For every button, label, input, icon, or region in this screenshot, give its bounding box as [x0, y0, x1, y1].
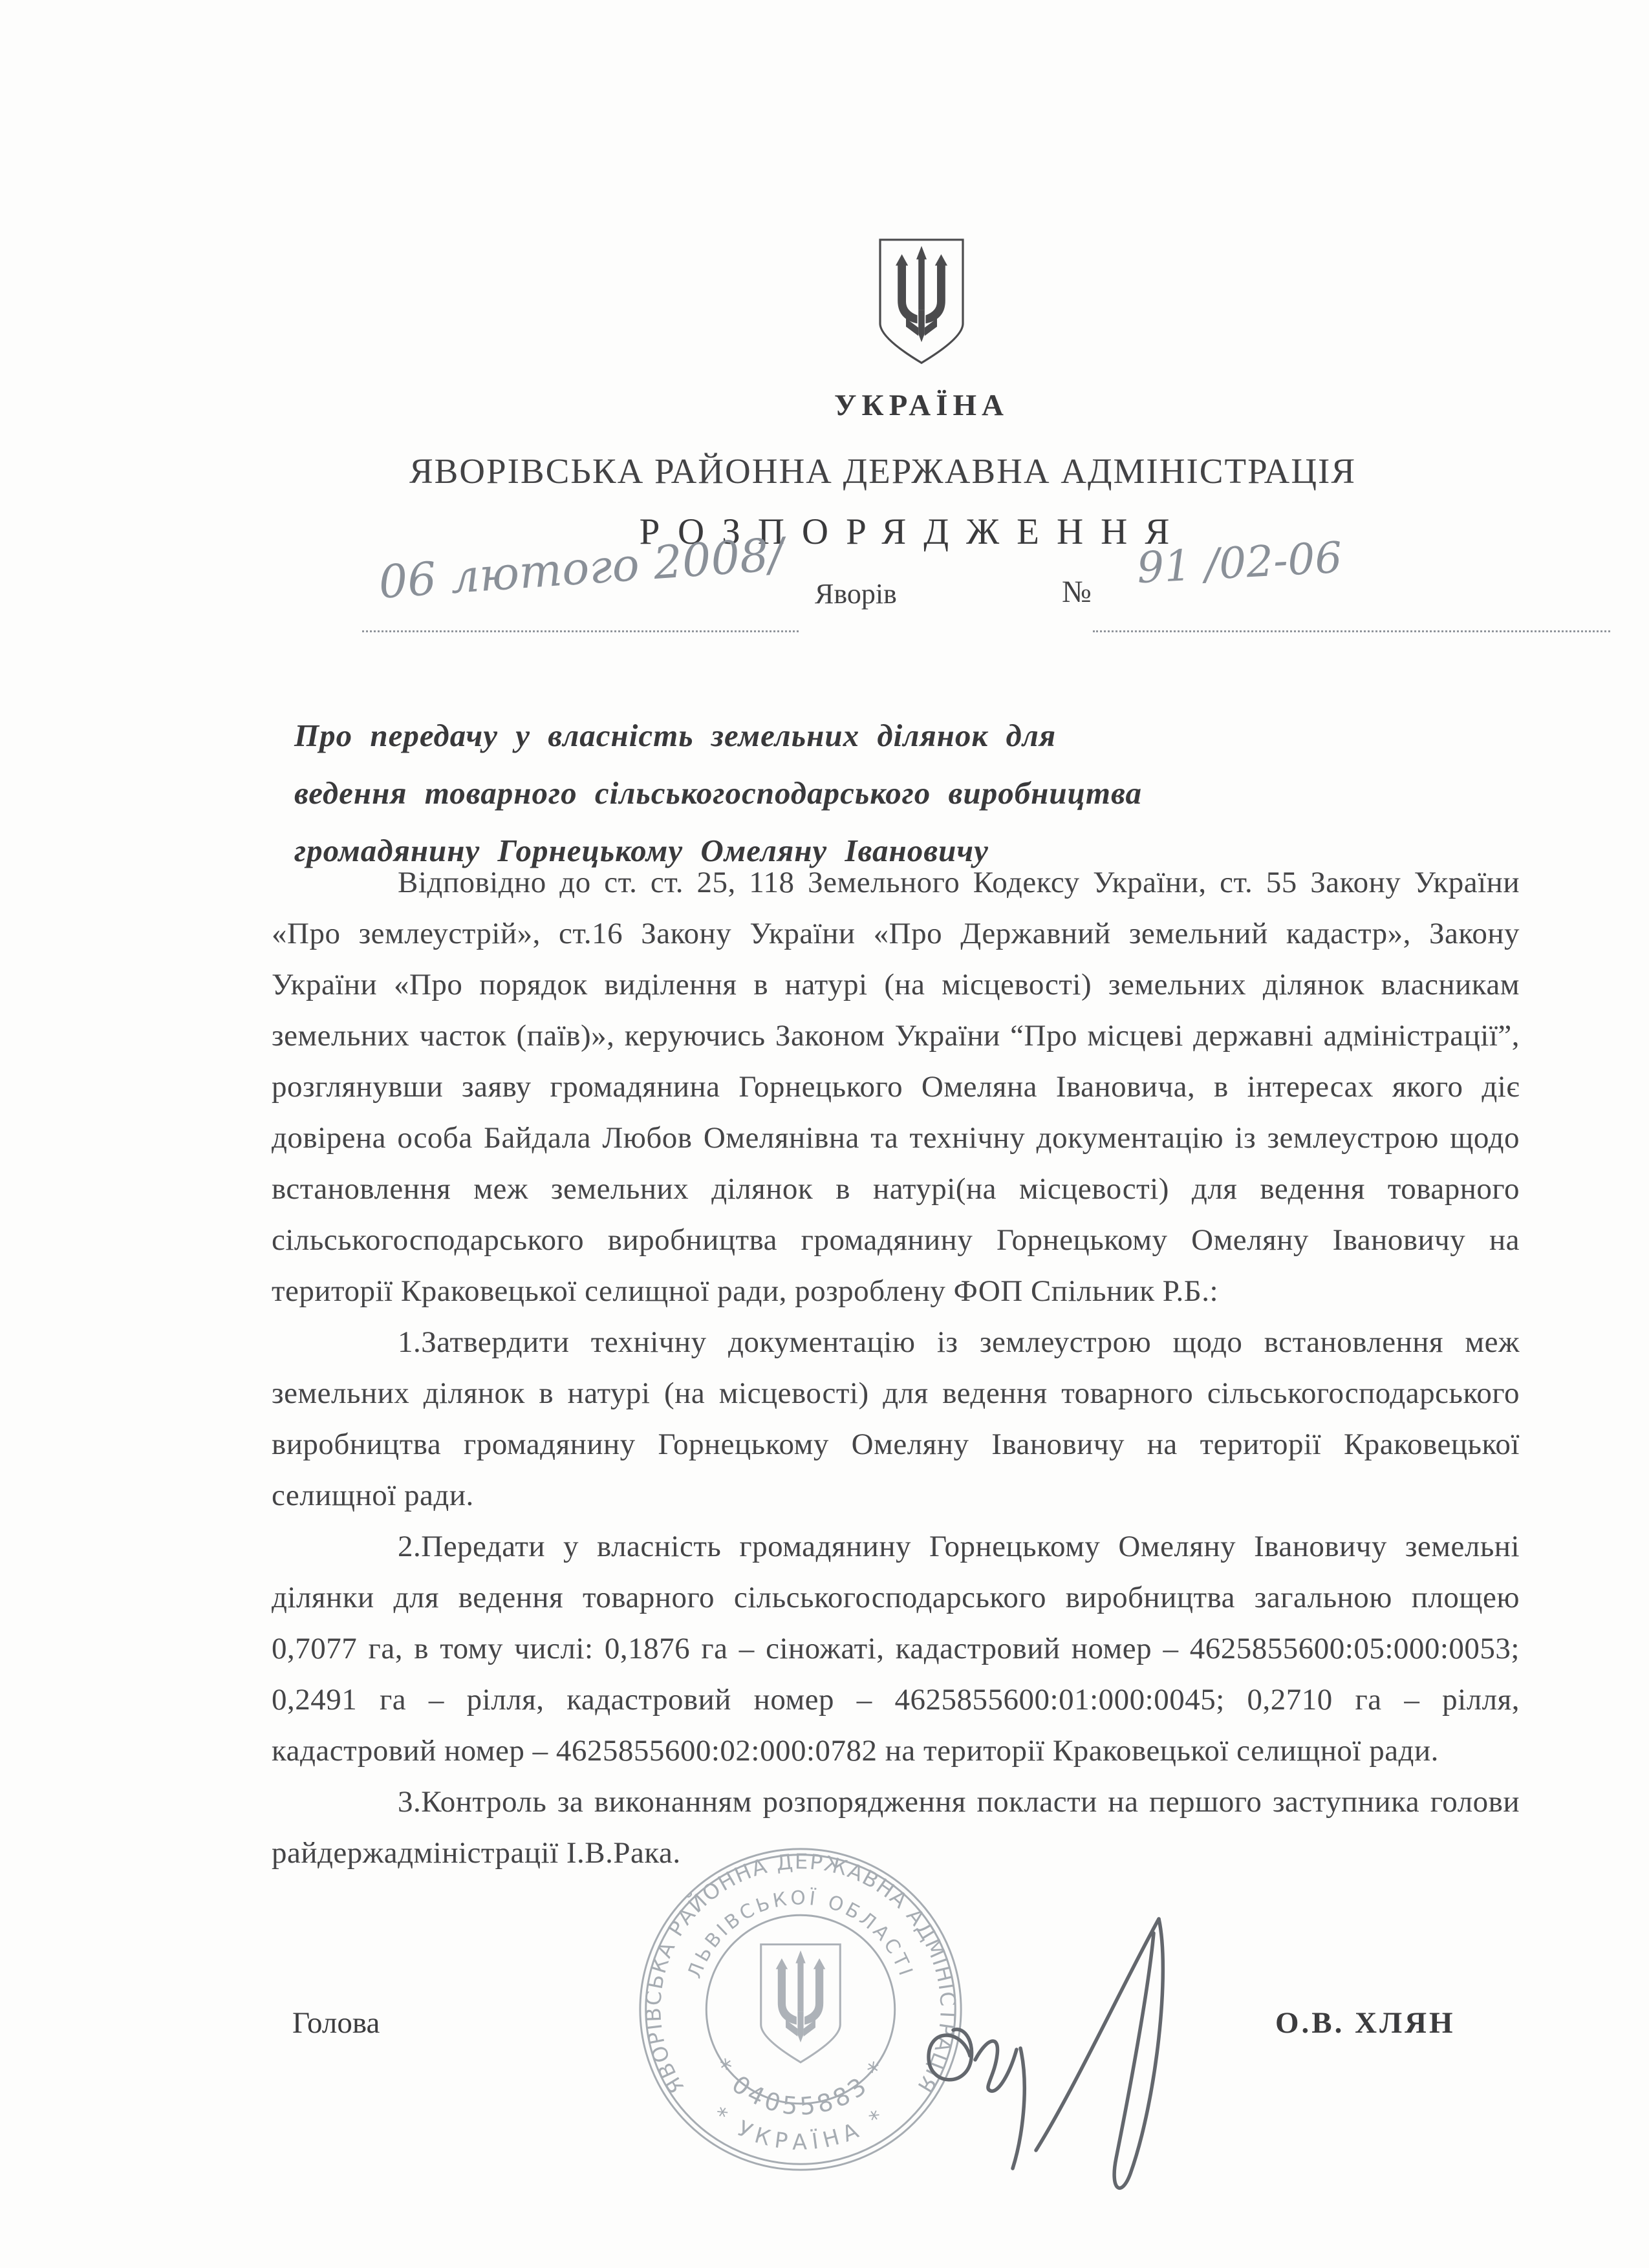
handwritten-date: 06 лютого 2008/ [376, 528, 786, 609]
body-paragraph-item-3: 3.Контроль за виконанням розпорядження покласти на першого заступника голови райдержадміністрації І.В.Рака. [272, 1785, 1520, 1870]
stamp-country-arc: * УКРАЇНА * [708, 2101, 893, 2155]
handwritten-signature [867, 1894, 1216, 2218]
place-name: Яворів [815, 578, 897, 610]
date-underline [362, 630, 799, 632]
stamp-organization-arc: ЯВОРІВСЬКА РАЙОННА ДЕРЖАВНА АДМІНІСТРАЦІЯ [641, 1849, 960, 2098]
organization-name: ЯВОРІВСЬКА РАЙОННА ДЕРЖАВНА АДМІНІСТРАЦІЯ [409, 451, 1357, 491]
handwritten-document-number: 91 /02-06 [1136, 532, 1344, 594]
document-title-line: Про передачу у власність земельних ділянок для [294, 718, 1057, 753]
signature-name: О.В. ХЛЯН [1275, 2006, 1456, 2040]
stamp-registration-code: * 04055883 * [707, 2053, 894, 2121]
document-body [272, 857, 1520, 1879]
number-underline [1093, 630, 1610, 632]
document-title-line: громадянину Горнецькому Омеляну Івановичу [294, 833, 989, 868]
country-name: УКРАЇНА [834, 389, 1009, 422]
body-paragraph-preamble: Відповідно до ст. ст. 25, 118 Земельного Кодексу України, ст. 55 Закону України «Про землеустрій», ст.16 Закону України «Про Державний земельний кадастр», Закону України «Про порядок виділення в натурі (на місцевості) земельних ділянок власникам земельних часток (паїв)», керуючись Законом України “Про місцеві державні адміністрації”, розглянувши заяву громадянина Горнецького Омеляна Івановича, в інтересах якого діє довірена особа Байдала Любов Омелянівна та технічну документацію із землеустрою щодо встановлення меж земельних ділянок в натурі(на місцевості) для ведення товарного сільськогосподарського виробництва громадянину Горнецькому Омеляну Івановичу на території Краковецької селищної ради, розроблену ФОП Спільник Р.Б.: [272, 866, 1520, 1308]
number-sign: № [1062, 575, 1092, 609]
body-paragraph-item-2: 2.Передати у власність громадянину Горнецькому Омеляну Івановичу земельні ділянки для ведення товарного сільськогосподарського виробництва загальною площею 0,7077 га, в тому числі: 0,1876 га – сіножаті, кадастровий номер – 4625855600:05:000:0053; 0,2491 га – рілля, кадастровий номер – 4625855600:01:000:0045; 0,2710 га – рілля, кадастровий номер – 4625855600:02:000:0782 на території Краковецької селищної ради. [272, 1530, 1520, 1768]
signature-role: Голова [292, 2006, 380, 2040]
body-paragraph-item-1: 1.Затвердити технічну документацію із землеустрою щодо встановлення меж земельних ділянок в натурі (на місцевості) для ведення товарного сільськогосподарського виробництва громадянину Горнецькому Омеляну Івановичу на території Краковецької селищної ради. [272, 1325, 1520, 1512]
document-title-line: ведення товарного сільськогосподарського виробництва [294, 775, 1143, 811]
stamp-emblem-icon [761, 1945, 841, 2062]
national-emblem-icon [875, 237, 968, 366]
document-title [294, 707, 1264, 879]
document-type-heading: РОЗПОРЯДЖЕННЯ [639, 511, 1187, 552]
stamp-region-arc: ЛЬВІВСЬКОЇ ОБЛАСТІ [683, 1887, 918, 1982]
